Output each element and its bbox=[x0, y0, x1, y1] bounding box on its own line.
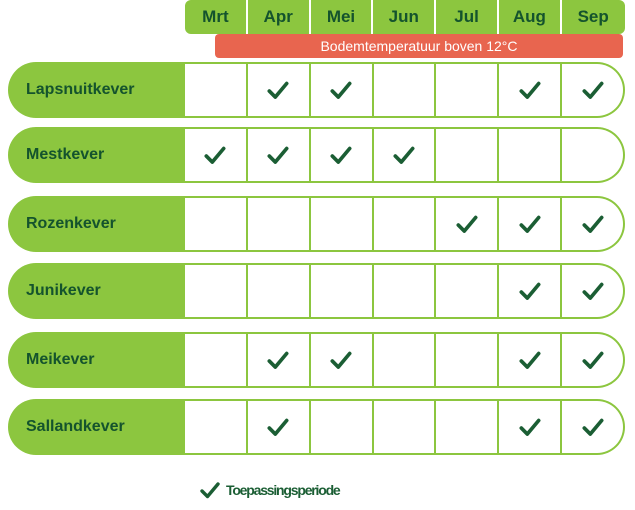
cell-meikever-jul[interactable] bbox=[436, 334, 499, 386]
cell-mestkever-mei[interactable] bbox=[311, 129, 374, 181]
row-label-sallandkever: Sallandkever bbox=[8, 399, 185, 455]
cell-rozenkever-mei[interactable] bbox=[311, 198, 374, 250]
cell-mestkever-sep[interactable] bbox=[562, 129, 623, 181]
cell-rozenkever-jul[interactable] bbox=[436, 198, 499, 250]
cell-junikever-jun[interactable] bbox=[374, 265, 437, 317]
cell-sallandkever-sep[interactable] bbox=[562, 401, 623, 453]
cell-lapsnuitkever-aug[interactable] bbox=[499, 64, 562, 116]
cell-sallandkever-mei[interactable] bbox=[311, 401, 374, 453]
table-row bbox=[8, 127, 625, 183]
legend bbox=[198, 478, 340, 502]
cell-meikever-apr[interactable] bbox=[248, 334, 311, 386]
cell-meikever-jun[interactable] bbox=[374, 334, 437, 386]
row-label-lapsnuitkever: Lapsnuitkever bbox=[8, 62, 185, 118]
cell-rozenkever-jun[interactable] bbox=[374, 198, 437, 250]
row-label-rozenkever: Rozenkever bbox=[8, 196, 185, 252]
cell-rozenkever-mrt[interactable] bbox=[185, 198, 248, 250]
month-header-aug: Aug bbox=[499, 0, 562, 34]
cell-lapsnuitkever-mrt[interactable] bbox=[185, 64, 248, 116]
cell-sallandkever-jul[interactable] bbox=[436, 401, 499, 453]
row-label-mestkever: Mestkever bbox=[8, 127, 185, 183]
table-row bbox=[8, 62, 625, 118]
cell-rozenkever-sep[interactable] bbox=[562, 198, 623, 250]
row-label-meikever: Meikever bbox=[8, 332, 185, 388]
cell-sallandkever-aug[interactable] bbox=[499, 401, 562, 453]
month-header-jul: Jul bbox=[436, 0, 499, 34]
legend-label: Toepassingsperiode bbox=[226, 482, 340, 498]
cell-junikever-aug[interactable] bbox=[499, 265, 562, 317]
cell-mestkever-aug[interactable] bbox=[499, 129, 562, 181]
row-label-junikever: Junikever bbox=[8, 263, 185, 319]
cell-lapsnuitkever-mei[interactable] bbox=[311, 64, 374, 116]
month-header-jun: Jun bbox=[373, 0, 436, 34]
cell-meikever-mrt[interactable] bbox=[185, 334, 248, 386]
cell-sallandkever-apr[interactable] bbox=[248, 401, 311, 453]
cell-lapsnuitkever-jun[interactable] bbox=[374, 64, 437, 116]
table-row bbox=[8, 263, 625, 319]
month-header-row bbox=[185, 0, 625, 34]
cell-junikever-apr[interactable] bbox=[248, 265, 311, 317]
cell-junikever-mei[interactable] bbox=[311, 265, 374, 317]
cell-sallandkever-mrt[interactable] bbox=[185, 401, 248, 453]
cell-mestkever-mrt[interactable] bbox=[185, 129, 248, 181]
table-row bbox=[8, 399, 625, 455]
cell-rozenkever-apr[interactable] bbox=[248, 198, 311, 250]
cell-mestkever-jun[interactable] bbox=[374, 129, 437, 181]
cell-sallandkever-jun[interactable] bbox=[374, 401, 437, 453]
cell-meikever-aug[interactable] bbox=[499, 334, 562, 386]
row-cells-lapsnuitkever bbox=[185, 62, 625, 118]
cell-meikever-mei[interactable] bbox=[311, 334, 374, 386]
row-cells-mestkever bbox=[185, 127, 625, 183]
row-cells-rozenkever bbox=[185, 196, 625, 252]
table-row bbox=[8, 332, 625, 388]
month-header-sep: Sep bbox=[562, 0, 625, 34]
row-cells-meikever bbox=[185, 332, 625, 388]
cell-junikever-jul[interactable] bbox=[436, 265, 499, 317]
row-cells-sallandkever bbox=[185, 399, 625, 455]
cell-mestkever-apr[interactable] bbox=[248, 129, 311, 181]
soil-temperature-banner: Bodemtemperatuur boven 12°C bbox=[215, 34, 623, 58]
table-row bbox=[8, 196, 625, 252]
cell-junikever-mrt[interactable] bbox=[185, 265, 248, 317]
cell-rozenkever-aug[interactable] bbox=[499, 198, 562, 250]
month-header-apr: Apr bbox=[248, 0, 311, 34]
cell-junikever-sep[interactable] bbox=[562, 265, 623, 317]
cell-meikever-sep[interactable] bbox=[562, 334, 623, 386]
month-header-mei: Mei bbox=[311, 0, 374, 34]
month-header-mrt: Mrt bbox=[185, 0, 248, 34]
checkmark-icon bbox=[198, 478, 222, 502]
cell-lapsnuitkever-jul[interactable] bbox=[436, 64, 499, 116]
row-cells-junikever bbox=[185, 263, 625, 319]
cell-mestkever-jul[interactable] bbox=[436, 129, 499, 181]
cell-lapsnuitkever-sep[interactable] bbox=[562, 64, 623, 116]
cell-lapsnuitkever-apr[interactable] bbox=[248, 64, 311, 116]
